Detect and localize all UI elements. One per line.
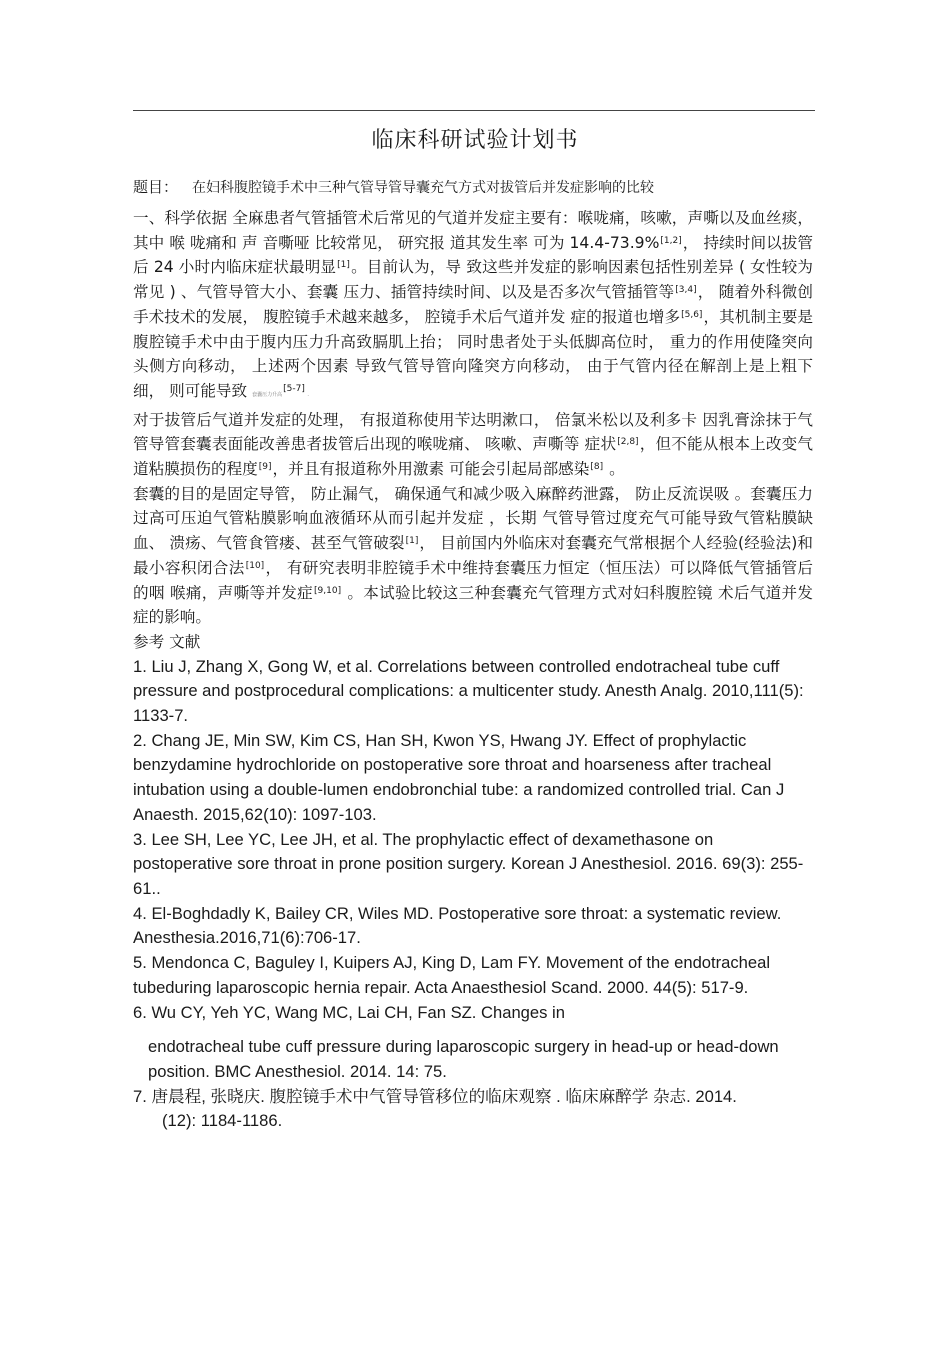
para1-text-1: 一、科学依据 全麻患者气管插管术后常见的气道并发症主要有：喉咙痛，咳嗽，声嘶以及血丝痰，其中 喉 咙痛和 声 音嘶哑 比较常见， 研究报 道其发生率 可为 14.4-73.9% (133, 209, 813, 252)
reference-item: 1. Liu J, Zhang X, Gong W, et al. Correlations between controlled endotracheal tube cuff pressure and postprocedural complications: a multicenter study. Anesth Analg. 2010,111(5): 1133-7. (133, 656, 804, 726)
citation: [2,8] (617, 437, 639, 448)
reference-text: 7. 唐晨程, 张晓庆. 腹腔镜手术中气管导管移位的临床观察 . 临床麻醉学 杂志. 2014. (133, 1086, 737, 1106)
para1-text-6: . (305, 391, 310, 398)
document-title: 临床科研试验计划书 (371, 128, 579, 153)
header-rule (133, 110, 815, 111)
reference-item: 6. Wu CY, Yeh YC, Wang MC, Lai CH, Fan SZ. Changes in (133, 1002, 565, 1022)
reference-item: 4. El-Boghdadly K, Bailey CR, Wiles MD. Postoperative sore throat: a systematic review. Anesthesia.2016,71(6):706-17. (133, 903, 782, 948)
references-heading: 参考 文献 (133, 632, 201, 651)
para2-text-1: 对于拔管后气道并发症的处理， 有报道称使用苄达明漱口， 倍氯米松以及利多卡 因乳膏涂抹于气管导管套囊表面能改善患者拔管后出现的喉咙痛、 咳嗽、声嘶等 症状 (133, 410, 813, 454)
paragraph-scientific-basis (133, 206, 813, 408)
reference-continuation: (12): 1184-1186. (162, 1111, 283, 1131)
para2-text-4: 。 (604, 460, 625, 479)
reference-item-continued (133, 1035, 813, 1084)
citation: [10] (245, 560, 265, 571)
para2-text-2: ，但不能从根本上改变气道粘膜损伤的程度 (133, 435, 813, 479)
para1-text-3: 。目前认为，导 致这些并发症的影响因素包括性别差异 ( 女性较为常见 ) 、气管导管大小、套囊 压力、插管持续时间、以及是否多次气管插管等 (133, 258, 813, 302)
paragraph-cuff-purpose (133, 482, 813, 630)
reference-continuation: endotracheal tube cuff pressure during laparoscopic surgery in head-up or head-down position. BMC Anesthesiol. 2014. 14: 75. (148, 1037, 779, 1081)
para3-text-1: 套囊的目的是固定导管， 防止漏气， 确保通气和减少吸入麻醉药泄露， 防止反流误吸 。套囊压力过高可压迫气管粘膜影响血液循环从而引起并发症 ，长期 气管导管过度充气可能导致气管粘膜缺血、 溃疡、气管食管瘘、甚至气管破裂 (133, 484, 813, 553)
document-body (133, 206, 813, 1134)
reference-item: 5. Mendonca C, Baguley I, Kuipers AJ, King D, Lam FY. Movement of the endotracheal tubeduring laparoscopic hernia repair. Acta Anaesthesiol Scand. 2000. 44(5): 517-9. (133, 953, 771, 997)
citation: [1,2] (660, 235, 682, 246)
citation: [1] (337, 260, 350, 271)
para3-text-2: ， 目前国内外临床对套囊充气常根据个人经验(经验法)和最小容积闭合法 (133, 534, 813, 577)
paragraph-treatment (133, 408, 813, 482)
reference-item: 3. Lee SH, Lee YC, Lee JH, et al. The prophylactic effect of dexamethasone on postoperative sore throat in prone position surgery. Korean J Anesthesiol. 2016. 69(3): 255-61.. (133, 829, 804, 898)
reference-item: 2. Chang JE, Min SW, Kim CS, Han SH, Kwon YS, Hwang JY. Effect of prophylactic benzydamine hydrochloride on postoperative sore throat and hoarseness after tracheal intubation using a double-lumen endobronchial tube: a randomized controlled trial. Can J Anaesth. 2015,62(10): 1097-103. (133, 730, 785, 824)
citation: [8] (590, 462, 604, 473)
para1-text-4: ， 随着外科微创手术技术的发展， 腹腔镜手术越来越多， 腔镜手术后气道并发 症的报道也增多 (133, 283, 813, 326)
para1-text-5: ，其机制主要是腹腔镜手术中由于腹内压力升高致膈肌上抬； 同时患者处于头低脚高位时， 重力的作用使隆突向头侧方向移动， 上述两个因素 导致气管导管向隆突方向移动， 由于气管内径在解剖上是上粗下细， 则可能导致 (133, 307, 813, 400)
tiny-inline-text: 套囊压力升高 (252, 391, 283, 398)
para3-text-4: 。本试验比较这三种套囊充气管理方式对妇科腹腔镜 术后气道并发症的影响。 (133, 583, 813, 627)
para3-text-3: ， 有研究表明非腔镜手术中维持套囊压力恒定（恒压法）可以降低气管插管后的咽 喉痛，声嘶等并发症 (133, 558, 813, 602)
reference-item (133, 1085, 813, 1134)
citation: [9] (258, 462, 272, 473)
citation: [3,4] (675, 285, 697, 296)
topic-text: 在妇科腹腔镜手术中三种气管导管导囊充气方式对拔管后并发症影响的比较 (192, 180, 655, 196)
citation: [1] (405, 536, 419, 547)
para2-text-3: ，并且有报道称外用激素 可能会引起局部感染 (272, 460, 590, 479)
citation: [5-7] (283, 383, 305, 394)
citation: [9,10] (314, 585, 342, 596)
citation: [5,6] (681, 309, 703, 320)
topic-label: 题目： (133, 178, 179, 196)
topic-line (133, 176, 823, 197)
para1-text-2: ， 持续时间以拔管后 24 小时内临床症状最明显 (133, 233, 813, 277)
